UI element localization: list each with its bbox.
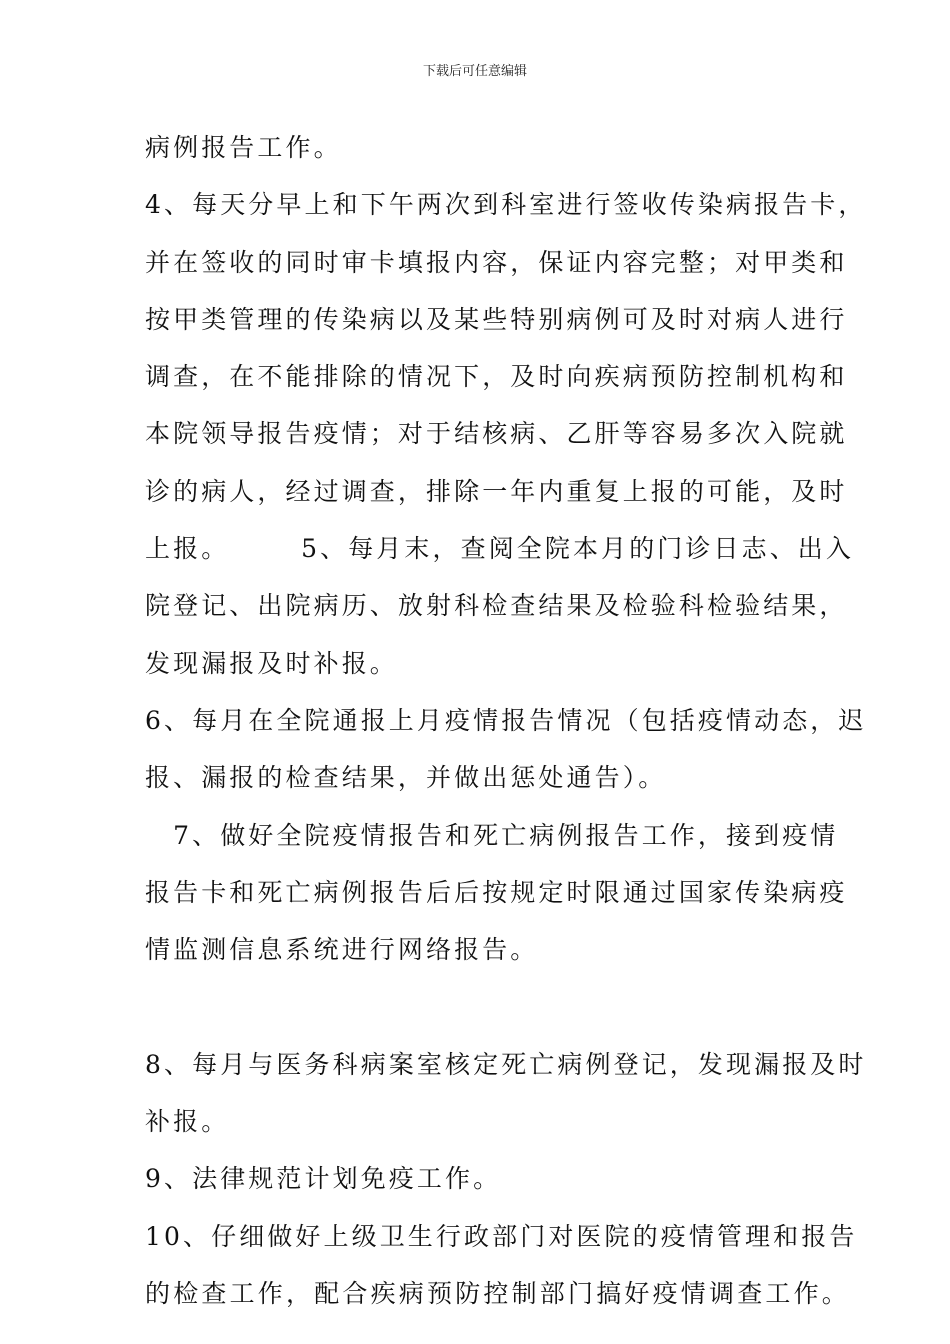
text-line: 情监测信息系统进行网络报告。 bbox=[145, 935, 539, 965]
text-line: 的检查工作，配合疾病预防控制部门搞好疫情调查工作。 bbox=[145, 1278, 851, 1308]
text-line: 4、每天分早上和下午两次到科室进行签收传染病报告卡， bbox=[145, 190, 867, 220]
text-line: 发现漏报及时补报。 bbox=[145, 648, 398, 678]
text-line: 调查，在不能排除的情况下，及时向疾病预防控制机构和 bbox=[145, 362, 848, 392]
text-line: 报告卡和死亡病例报告后后按规定时限通过国家传染病疫 bbox=[145, 877, 848, 907]
text-line: 诊的病人，经过调查，排除一年内重复上报的可能，及时 bbox=[145, 476, 848, 506]
text-line: 8、每月与医务科病案室核定死亡病例登记，发现漏报及时 bbox=[145, 1049, 867, 1079]
text-line: 本院领导报告疫情；对于结核病、乙肝等容易多次入院就 bbox=[145, 419, 848, 449]
text-line: 病例报告工作。 bbox=[145, 133, 342, 162]
blank-line bbox=[145, 987, 807, 1044]
text-line: 10、仔细做好上级卫生行政部门对医院的疫情管理和报告 bbox=[145, 1221, 858, 1251]
text-line: 按甲类管理的传染病以及某些特别病例可及时对病人进行 bbox=[145, 304, 848, 334]
text-line: 报、漏报的检查结果，并做出惩处通告）。 bbox=[145, 763, 667, 793]
header-note: 下载后可任意编辑 bbox=[422, 64, 527, 79]
text-line: 并在签收的同时审卡填报内容，保证内容完整；对甲类和 bbox=[145, 247, 848, 277]
text-line: 院登记、出院病历、放射科检查结果及检验科检验结果， bbox=[145, 591, 848, 621]
text-line: 补报。 bbox=[145, 1107, 230, 1137]
text-line: 7、做好全院疫情报告和死亡病例报告工作，接到疫情 bbox=[145, 820, 839, 850]
text-line: 6、每月在全院通报上月疫情报告情况（包括疫情动态，迟 bbox=[145, 705, 867, 735]
document-body bbox=[145, 128, 867, 1331]
text-line: 上报。 5、每月末，查阅全院本月的门诊日志、出入 bbox=[145, 534, 855, 564]
text-line: 9、法律规范计划免疫工作。 bbox=[145, 1164, 502, 1194]
